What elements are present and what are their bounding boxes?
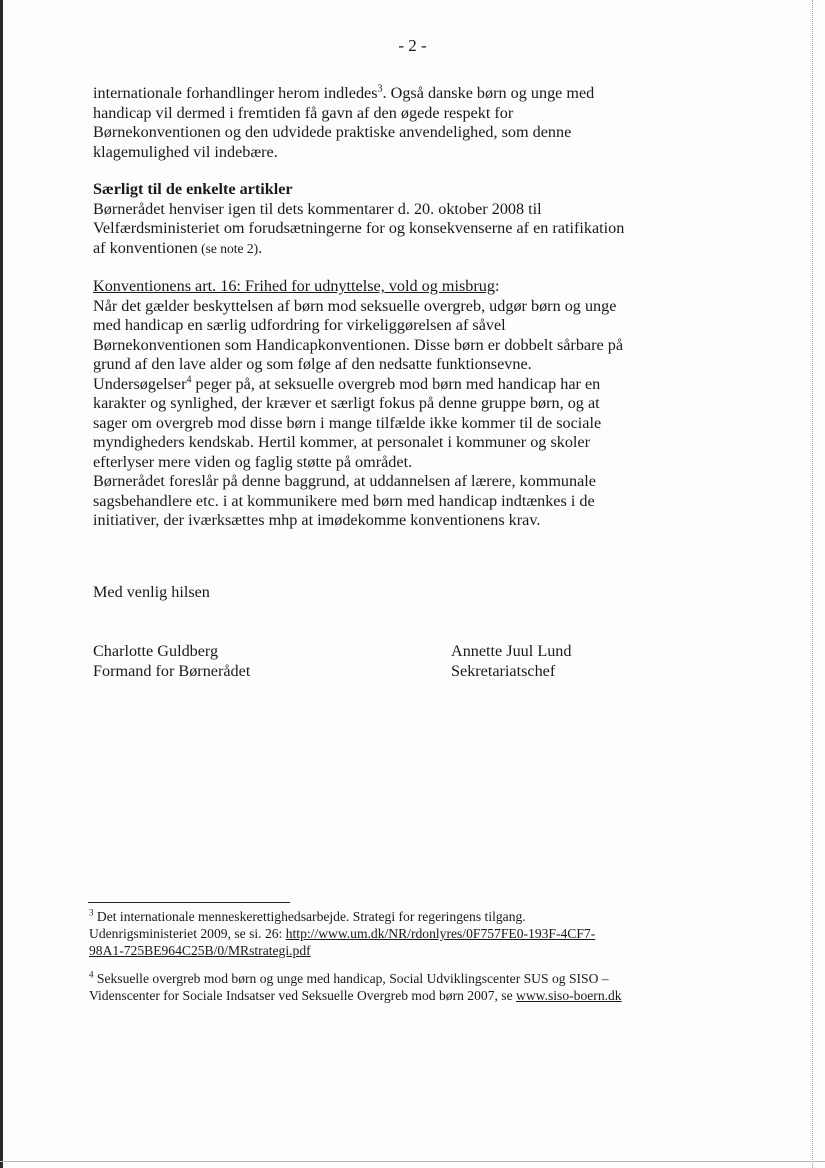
scan-edge-bottom [0,1161,825,1162]
signer-title-right: Sekretariatschef [451,661,556,680]
intro-paragraph [93,84,633,162]
articles-heading: Særligt til de enkelte artikler [93,180,293,198]
article16-paragraph-2 [93,375,633,473]
footnote-3-number: 3 [89,907,94,918]
signer-name-right: Annette Juul Lund [451,642,572,660]
articles-end: . [258,238,263,257]
greeting: Med venlig hilsen [93,583,210,601]
article16-para2-start: Undersøgelser [93,374,187,393]
articles-section [93,180,633,258]
footnote-4-link[interactable]: www.siso-boern.dk [516,988,622,1003]
article16-section [93,277,633,531]
articles-note: (se note 2) [197,240,259,256]
articles-text: Børnerådet henviser igen til dets kommentarer d. 20. oktober 2008 til Velfærdsministeriet om forudsætningerne for og konsekvenserne af en ratifikation af konventionen [93,199,625,257]
signature-left [93,642,250,681]
footnote-ref-4: 4 [186,374,192,386]
page-number: - 2 - [398,36,427,55]
article16-colon: : [494,277,500,295]
signature-right [451,642,572,681]
article16-paragraph-3: Børnerådet foreslår på denne baggrund, at uddannelsen af lærere, kommunale sagsbehandlere etc. i at kommunikere med børn med handicap indtænkes i de initiativer, der iværksættes mhp at imødekomme konventionens krav. [93,472,596,529]
article16-heading: Konventionens art. 16: Frihed for udnyttelse, vold og misbrug [93,277,495,295]
footnote-3 [89,908,629,959]
scan-edge-left [0,0,3,1168]
footnote-4-number: 4 [89,969,94,980]
intro-text-2: . Også danske børn og unge med handicap vil dermed i fremtiden få gavn af den øgede respekt for Børnekonventionen og den udvidede praktiske anvendelighed, som denne klagemulighed vil indebære. [93,84,595,161]
intro-text-1: internationale forhandlinger herom indledes [93,84,378,102]
article16-paragraph-1: Når det gælder beskyttelsen af børn mod seksuelle overgreb, udgør børn og unge med handicap en særlig udfordring for virkeliggørelsen af såvel Børnekonventionen som Handicapkonventionen. Disse børn er dobbelt sårbare på grund af den lave alder og som følge af den nedsatte funktionsevne. [93,296,623,373]
signer-title-left: Formand for Børnerådet [93,661,251,680]
scan-edge-right [811,0,813,1168]
footnote-separator [88,902,290,903]
signer-name-left: Charlotte Guldberg [93,642,219,660]
footnote-4 [89,970,629,1004]
footnote-3-link[interactable]: http://www.um.dk/NR/rdonlyres/0F757FE0-193F-4CF7-98A1-725BE964C25B/0/MRstrategi.pdf [89,926,596,958]
footnote-3-text: Det internationale menneskerettighedsarbejde. Strategi for regeringens tilgang. Udenrigsministeriet 2009, se si. 26: [89,909,526,941]
footnote-ref-3: 3 [377,83,383,95]
footnote-4-text: Seksuelle overgreb mod børn og unge med handicap, Social Udviklingscenter SUS og SISO – Videnscenter for Sociale Indsatser ved Seksuelle Overgreb mod børn 2007, se [89,971,609,1003]
article16-para2-rest: peger på, at seksuelle overgreb mod børn med handicap har en karakter og synlighed, der kræver et særligt fokus på denne gruppe børn, og at sager om overgreb mod disse børn i mange tilfælde ikke kommer til de sociale myndigheders kendskab. Hertil kommer, at personalet i kommuner og skoler efterlyser mere viden og faglig støtte på området. [93,374,602,471]
